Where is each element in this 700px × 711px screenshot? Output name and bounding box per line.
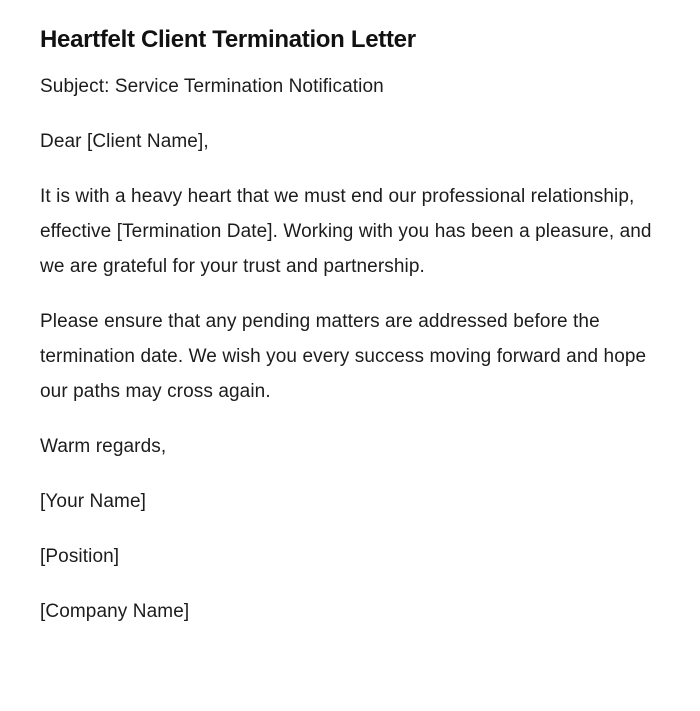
closing: Warm regards, [40,436,167,457]
signature-name: [Your Name] [40,491,147,512]
subject-line: Subject: Service Termination Notification [40,76,384,97]
salutation: Dear [Client Name], [40,131,209,152]
signature-position: [Position] [40,546,120,567]
body-paragraph-2: Please ensure that any pending matters are addressed before the termination date. We wish you every success moving forward and hope our paths may cross again. [40,311,647,402]
letter-document [40,22,655,649]
letter-title: Heartfelt Client Termination Letter [40,26,416,53]
signature-company: [Company Name] [40,601,190,622]
body-paragraph-1: It is with a heavy heart that we must end our professional relationship, effective [Termination Date]. Working with you has been a pleasure, and we are grateful for your trust and partnership. [40,186,652,277]
